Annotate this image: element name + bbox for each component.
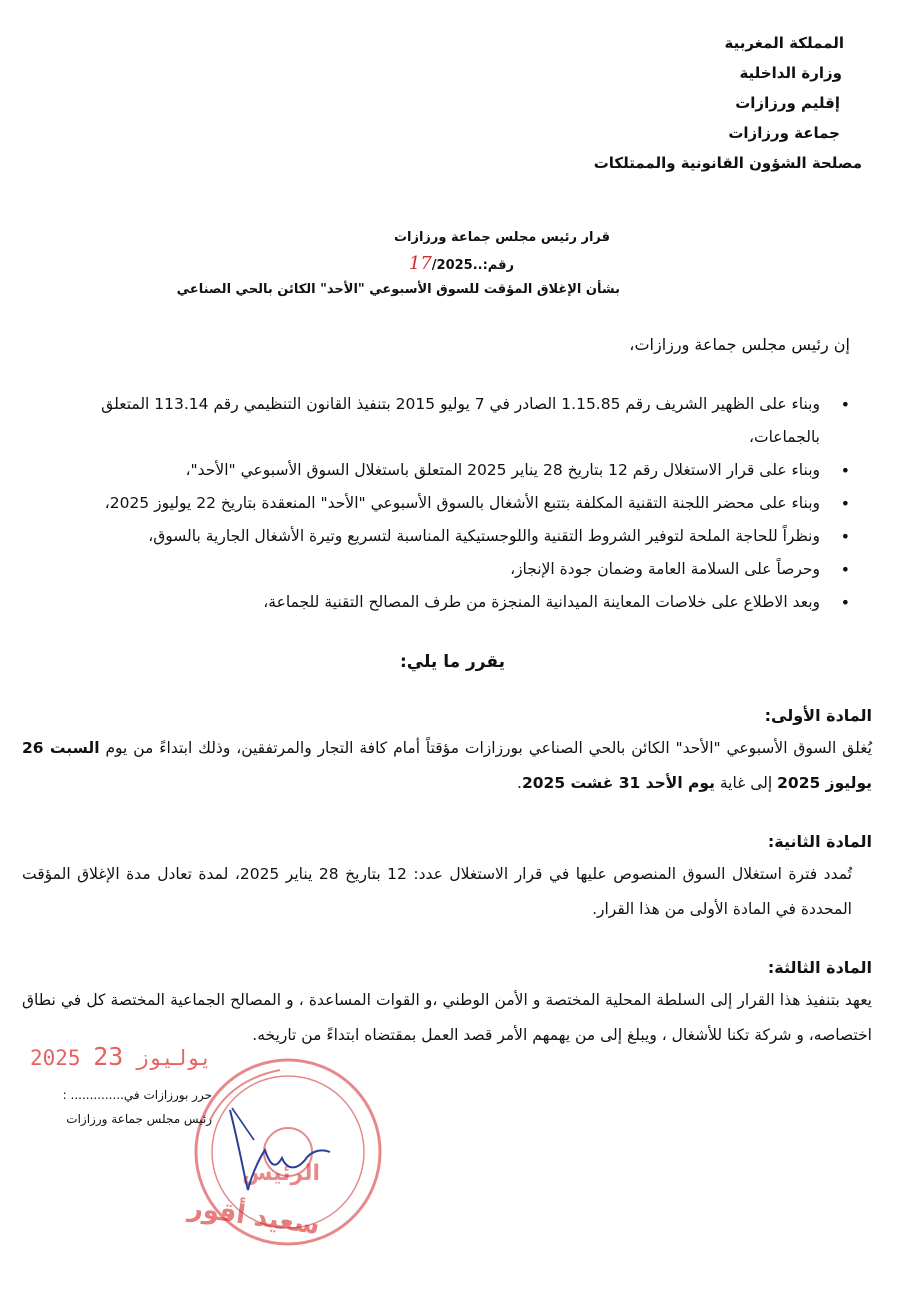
decision-title: قرار رئيس مجلس جماعة ورزازات <box>393 230 610 245</box>
article-3 <box>22 958 872 1053</box>
letterhead <box>542 34 862 184</box>
article-2-title: المادة الثانية: <box>767 832 872 851</box>
decision-number-label: رقم: <box>482 258 514 273</box>
article-2 <box>22 832 872 927</box>
preamble: إن رئيس مجلس جماعة ورزازات، <box>629 335 850 354</box>
decision-title-block <box>176 230 620 297</box>
decides-heading: يقرر ما يلي: <box>399 652 505 672</box>
decision-number-year: /2025 <box>431 258 473 273</box>
service-line: مصلحة الشؤون القانونية والممتلكات <box>593 154 862 172</box>
date-stamp-day: 23 <box>93 1042 124 1071</box>
consideration-item: • وبناء على قرار الاستغلال رقم 12 بتاريخ 28 يناير 2025 المتعلق باستغلال السوق الأسبوعي "الأحد"، <box>80 454 850 487</box>
signer-title: رئيس مجلس جماعة ورزازات <box>66 1112 212 1126</box>
province-line: إقليم ورزازات <box>735 94 840 112</box>
consideration-item: • وبناء على الظهير الشريف رقم 1.15.85 الصادر في 7 يوليو 2015 بتنفيذ القانون التنظيمي رقم 113.14 المتعلق بالجماعات، <box>80 388 850 454</box>
article-2-body: تُمدد فترة استغلال السوق المنصوص عليها في قرار الاستغلال عدد: 12 بتاريخ 28 يناير 2025، لمدة تعادل مدة الإغلاق المؤقت المحددة في المادة الأولى من هذا القرار. <box>22 865 852 918</box>
article-1-title: المادة الأولى: <box>764 706 872 725</box>
decision-subject: بشأن الإغلاق المؤقت للسوق الأسبوعي "الأحد" الكائن بالحي الصناعي <box>176 282 620 297</box>
signature-block <box>12 1088 212 1136</box>
kingdom-line: المملكة المغربية <box>724 34 844 52</box>
decision-number-dots: .. <box>472 258 483 273</box>
seal-title-text: الرئيس <box>242 1161 320 1186</box>
article-1-text-a: يُغلق السوق الأسبوعي "الأحد" الكائن بالحي الصناعي بورزازات مؤقتاً أمام كافة التجار والمرتفقين، وذلك ابتداءً من يوم <box>99 739 872 757</box>
ministry-line: وزارة الداخلية <box>739 64 842 82</box>
seal-name-text: سعيد أقور <box>186 1192 322 1242</box>
decision-number <box>230 253 514 274</box>
consideration-item: • وبعد الاطلاع على خلاصات المعاينة الميدانية المنجزة من طرف المصالح التقنية للجماعة، <box>80 586 850 619</box>
issued-place-line: حرر بورزازات في.............. : <box>62 1088 212 1102</box>
consideration-item: • ونظراً للحاجة الملحة لتوفير الشروط التقنية واللوجستيكية المناسبة لتسريع وتيرة الأشغال الجارية بالسوق، <box>80 520 850 553</box>
commune-line: جماعة ورزازات <box>728 124 840 142</box>
article-1-text-c: . <box>517 774 522 792</box>
article-1 <box>22 706 872 801</box>
consideration-item: • وحرصاً على السلامة العامة وضمان جودة الإنجاز، <box>80 553 850 586</box>
article-3-body: يعهد بتنفيذ هذا القرار إلى السلطة المحلية المختصة و الأمن الوطني ،و القوات المساعدة ، و المصالح الجماعية المختصة كل في نطاق اختصاصه، و شركة تكنا للأشغال ، ويبلغ إلى من يهمهم الأمر قصد العمل بمقتضاه ابتداءً من تاريخه. <box>22 991 872 1044</box>
article-1-text-b: إلى غاية <box>714 774 778 792</box>
article-1-end-date: يوم الأحد 31 غشت 2025 <box>521 774 715 792</box>
article-1-body <box>22 731 872 801</box>
date-stamp-month: يوليوز <box>136 1046 212 1070</box>
article-3-title: المادة الثالثة: <box>767 958 872 977</box>
decision-number-handwritten: 17 <box>408 253 432 274</box>
official-seal-icon <box>170 1040 410 1270</box>
date-stamp-year: 2025 <box>30 1046 81 1070</box>
consideration-item: • وبناء على محضر اللجنة التقنية المكلفة بتتبع الأشغال بالسوق الأسبوعي "الأحد" المنعقدة بتاريخ 22 يوليوز 2025، <box>80 487 850 520</box>
considerations-list <box>80 388 850 619</box>
article-1-start-date: السبت 26 يوليوز 2025 <box>22 739 872 792</box>
